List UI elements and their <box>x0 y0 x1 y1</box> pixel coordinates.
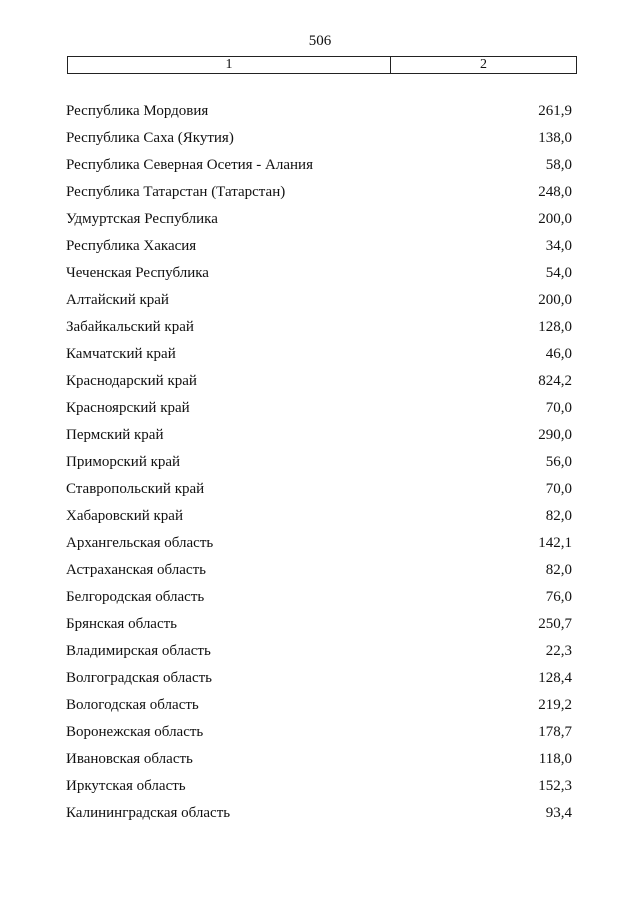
table-row <box>66 746 572 773</box>
region-value: 138,0 <box>538 130 572 146</box>
region-name: Республика Хакасия <box>66 238 197 254</box>
region-value: 178,7 <box>538 724 572 740</box>
region-name: Волгоградская область <box>66 670 212 686</box>
table-row <box>66 341 572 368</box>
region-name: Республика Северная Осетия - Алания <box>66 157 313 173</box>
table-row <box>66 719 572 746</box>
region-value: 128,4 <box>538 670 572 686</box>
region-name: Ивановская область <box>66 751 193 767</box>
region-value: 22,3 <box>545 643 572 659</box>
table-row <box>66 314 572 341</box>
region-value: 824,2 <box>538 373 572 389</box>
region-value: 46,0 <box>545 346 572 362</box>
region-name: Хабаровский край <box>66 508 183 524</box>
table-row <box>66 152 572 179</box>
table-row <box>66 368 572 395</box>
region-name: Приморский край <box>66 454 181 470</box>
table-row <box>66 287 572 314</box>
region-value: 261,9 <box>538 103 572 119</box>
region-name: Астраханская область <box>66 562 206 578</box>
region-value: 290,0 <box>538 427 572 443</box>
table-row <box>66 206 572 233</box>
region-value: 118,0 <box>538 751 572 767</box>
region-name: Белгородская область <box>66 589 205 605</box>
region-value: 54,0 <box>545 265 572 281</box>
region-value: 76,0 <box>545 589 572 605</box>
region-name: Чеченская Республика <box>66 265 209 281</box>
table-row <box>66 692 572 719</box>
region-value: 56,0 <box>545 454 572 470</box>
region-value: 200,0 <box>538 292 572 308</box>
table-row <box>66 260 572 287</box>
region-name: Краснодарский край <box>66 373 197 389</box>
table-row <box>66 98 572 125</box>
region-value: 93,4 <box>545 805 572 821</box>
region-name: Иркутская область <box>66 778 186 794</box>
table-row <box>66 530 572 557</box>
region-value: 219,2 <box>538 697 572 713</box>
region-name: Брянская область <box>66 616 178 632</box>
table-row <box>66 773 572 800</box>
region-value: 250,7 <box>538 616 572 632</box>
region-name: Алтайский край <box>66 292 169 308</box>
region-name: Владимирская область <box>66 643 211 659</box>
table-row <box>66 179 572 206</box>
region-name: Ставропольский край <box>66 481 205 497</box>
region-name: Красноярский край <box>66 400 190 416</box>
region-name: Удмуртская Республика <box>66 211 218 227</box>
region-value: 70,0 <box>545 481 572 497</box>
region-name: Республика Саха (Якутия) <box>66 130 234 146</box>
table-row <box>66 233 572 260</box>
region-value: 248,0 <box>538 184 572 200</box>
table-row <box>66 503 572 530</box>
table-row <box>66 584 572 611</box>
region-value: 82,0 <box>545 562 572 578</box>
region-value: 82,0 <box>545 508 572 524</box>
region-name: Забайкальский край <box>66 319 194 335</box>
column-header-1: 1 <box>68 57 391 73</box>
table-row <box>66 665 572 692</box>
region-value: 200,0 <box>538 211 572 227</box>
region-value: 142,1 <box>538 535 572 551</box>
region-name: Архангельская область <box>66 535 214 551</box>
region-value: 70,0 <box>545 400 572 416</box>
region-table-body <box>66 98 572 827</box>
region-value: 34,0 <box>545 238 572 254</box>
table-row <box>66 611 572 638</box>
region-value: 58,0 <box>545 157 572 173</box>
column-header-table <box>67 56 577 74</box>
column-header-2: 2 <box>480 57 487 72</box>
region-value: 152,3 <box>538 778 572 794</box>
table-row <box>66 557 572 584</box>
region-name: Вологодская область <box>66 697 199 713</box>
table-row <box>66 125 572 152</box>
table-row <box>66 638 572 665</box>
region-name: Воронежская область <box>66 724 204 740</box>
page-number: 506 <box>308 33 332 49</box>
region-name: Калининградская область <box>66 805 231 821</box>
table-row <box>66 476 572 503</box>
region-value: 128,0 <box>538 319 572 335</box>
region-name: Пермский край <box>66 427 164 443</box>
table-row <box>66 800 572 827</box>
region-name: Республика Татарстан (Татарстан) <box>66 184 286 200</box>
region-name: Республика Мордовия <box>66 103 209 119</box>
region-name: Камчатский край <box>66 346 176 362</box>
table-row <box>66 422 572 449</box>
table-row <box>66 395 572 422</box>
table-row <box>66 449 572 476</box>
